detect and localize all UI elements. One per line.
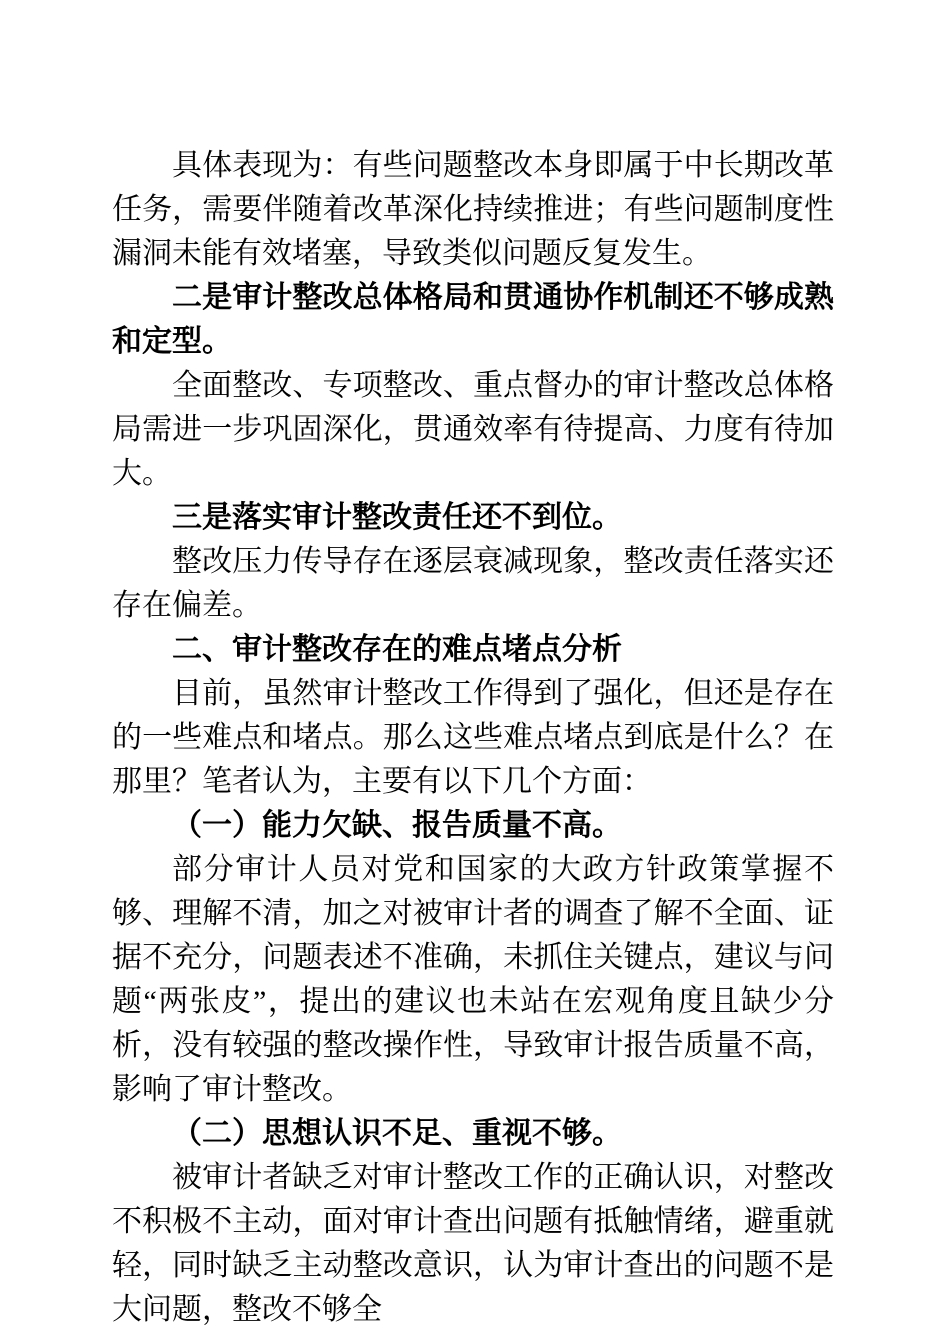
subheading: （二）思想认识不足、重视不够。 [172, 1117, 622, 1150]
paragraph: 整改压力传导存在逐层衰减现象，整改责任落实还存在偏差。 [112, 545, 834, 622]
section-heading: 二、审计整改存在的难点堵点分析 [172, 633, 622, 666]
document-body [112, 144, 834, 1332]
paragraph: 部分审计人员对党和国家的大政方针政策掌握不够、理解不清，加之对被审计者的调查了解不全面、证据不充分，问题表述不准确，未抓住关键点，建议与问题“两张皮”，提出的建议也未站在宏观角度且缺少分析，没有较强的整改操作性，导致审计报告质量不高，影响了审计整改。 [112, 853, 834, 1106]
paragraph: 被审计者缺乏对审计整改工作的正确认识，对整改不积极不主动，面对审计查出问题有抵触情绪，避重就轻，同时缺乏主动整改意识，认为审计查出的问题不是大问题，整改不够全 [112, 1161, 834, 1326]
paragraph: 具体表现为：有些问题整改本身即属于中长期改革任务，需要伴随着改革深化持续推进；有些问题制度性漏洞未能有效堵塞，导致类似问题反复发生。 [112, 149, 834, 270]
paragraph: 全面整改、专项整改、重点督办的审计整改总体格局需进一步巩固深化，贯通效率有待提高、力度有待加大。 [112, 369, 834, 490]
subheading: 二是审计整改总体格局和贯通协作机制还不够成熟和定型。 [112, 281, 834, 358]
paragraph: 目前，虽然审计整改工作得到了强化，但还是存在的一些难点和堵点。那么这些难点堵点到底是什么？在那里？笔者认为，主要有以下几个方面： [112, 677, 834, 798]
subheading: （一）能力欠缺、报告质量不高。 [172, 809, 622, 842]
subheading: 三是落实审计整改责任还不到位。 [172, 501, 622, 534]
